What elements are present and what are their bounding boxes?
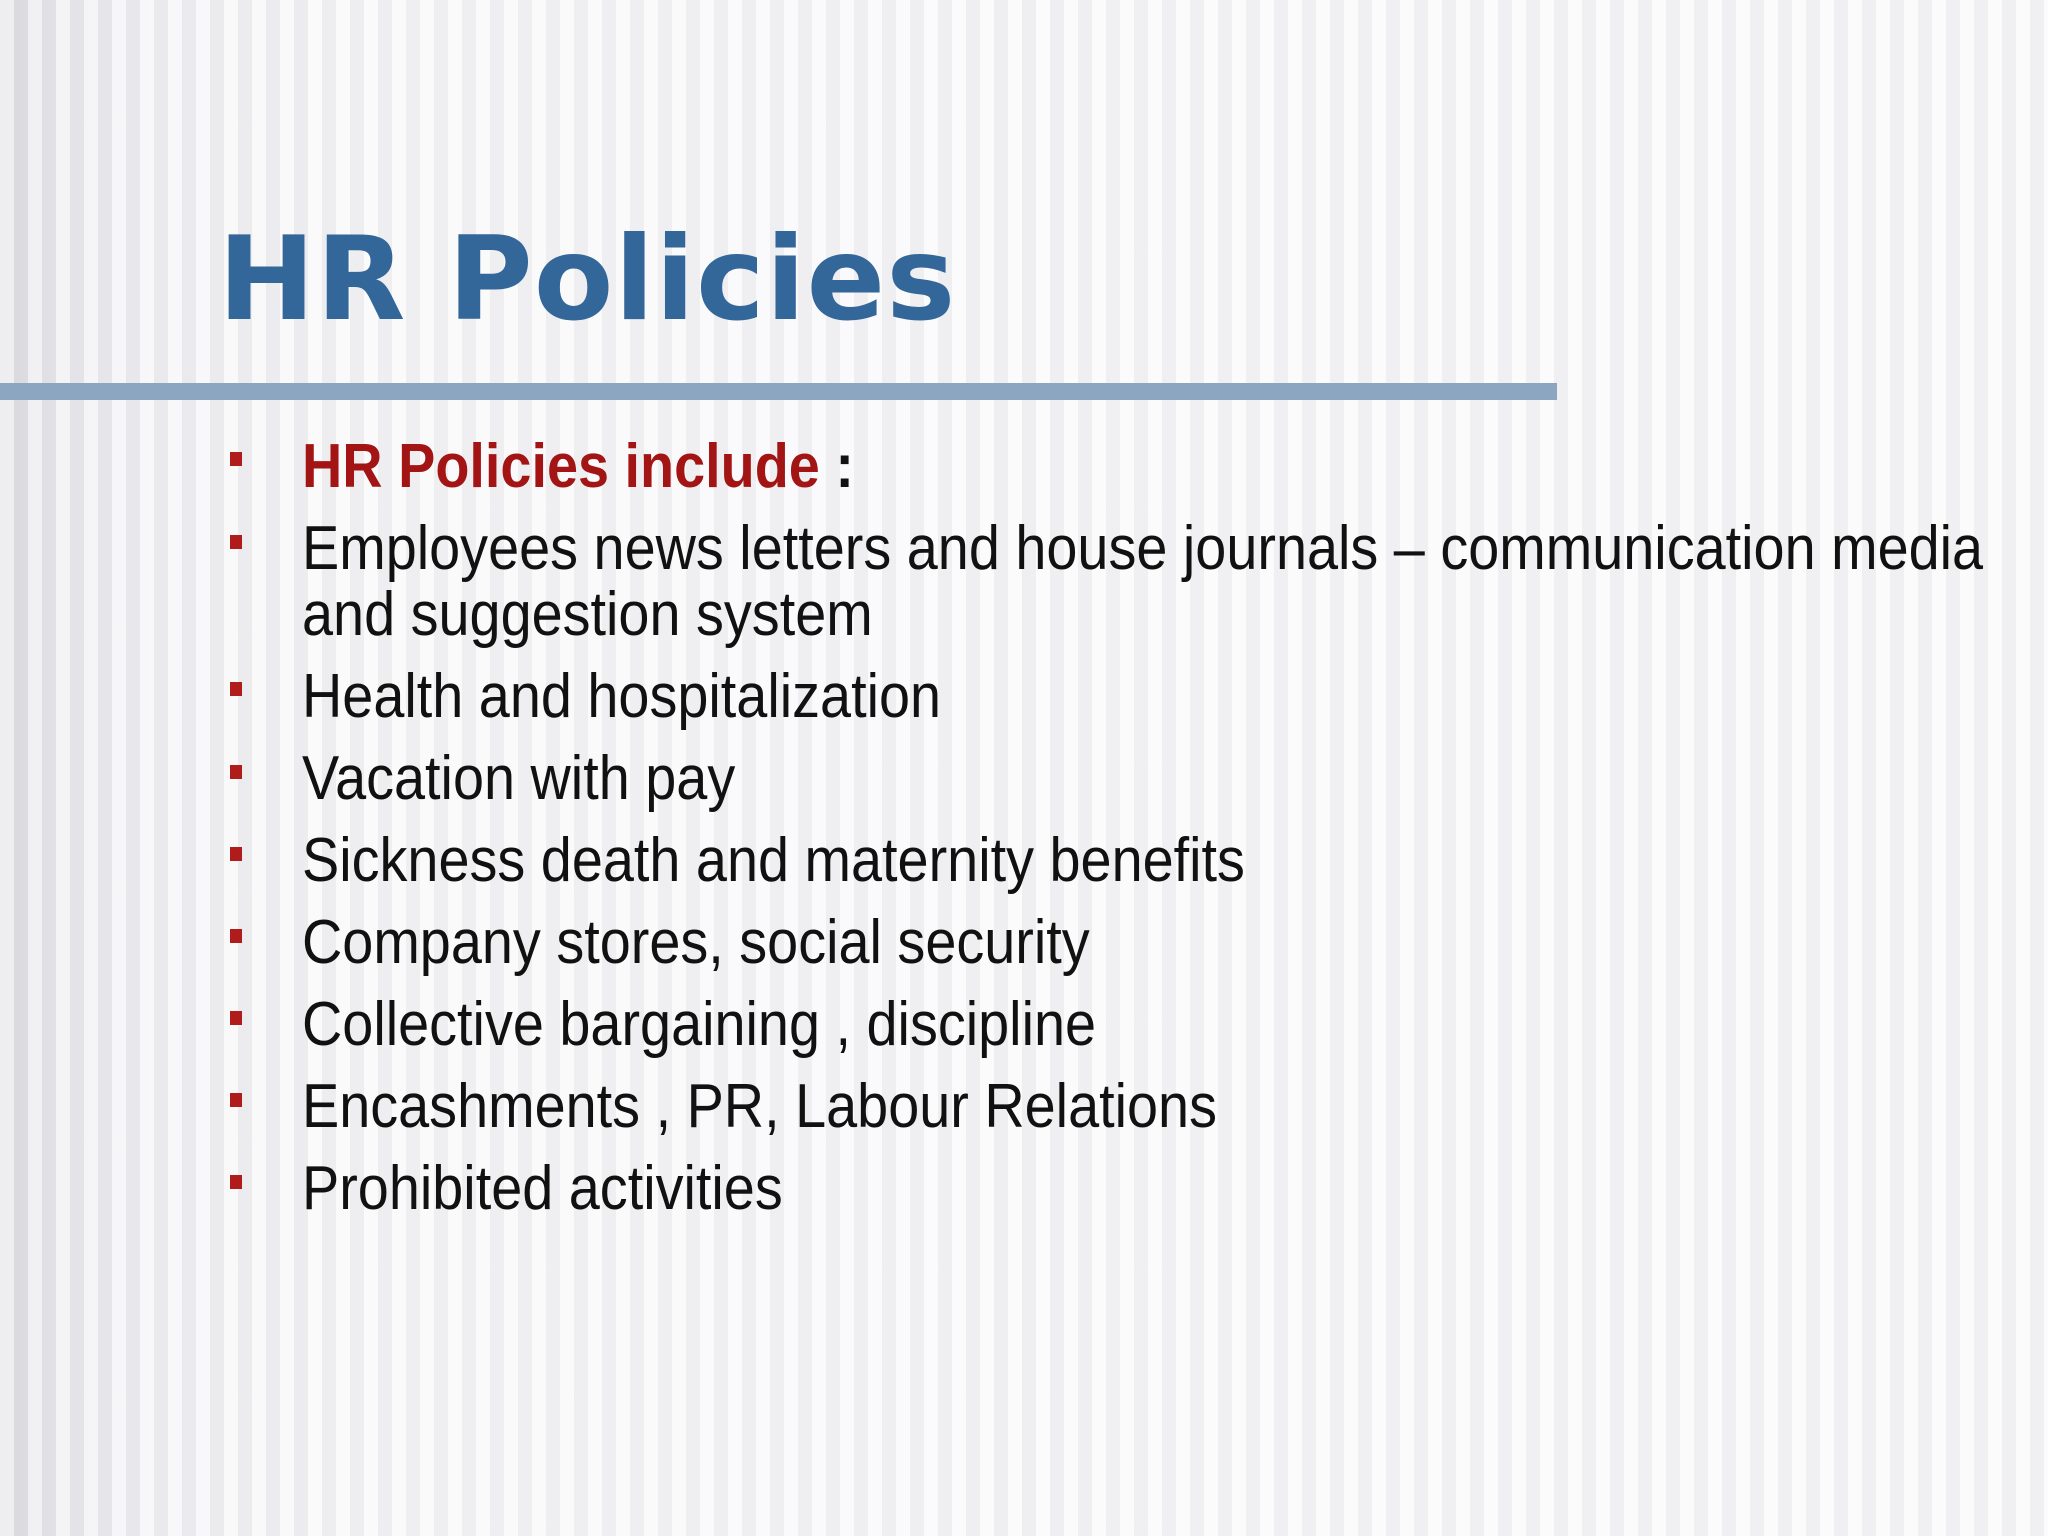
intro-heading: HR Policies include xyxy=(302,432,820,501)
bullet-item-health: Health and hospitalization xyxy=(302,662,942,731)
bullet-item-newsletters xyxy=(302,514,1984,649)
bullet-marker-icon xyxy=(230,1175,242,1189)
bullet-marker-icon xyxy=(230,682,242,696)
bullet-marker-icon xyxy=(230,847,242,861)
bullet-item-sickness: Sickness death and maternity benefits xyxy=(302,826,1245,895)
bullet-item-vacation: Vacation with pay xyxy=(302,744,736,813)
title-divider xyxy=(0,383,1557,400)
bullet-item-collective-bargaining: Collective bargaining , discipline xyxy=(302,990,1097,1059)
bullet-marker-icon xyxy=(230,1093,242,1107)
slide-title: HR Policies xyxy=(218,212,957,347)
bullet-marker-icon xyxy=(230,765,242,779)
bullet-item-company-stores: Company stores, social security xyxy=(302,908,1090,977)
intro-colon: : xyxy=(819,432,854,501)
bullet-marker-icon xyxy=(230,452,242,466)
bullet-line: Employees news letters and house journals – communication media xyxy=(302,514,1984,583)
bullet-marker-icon xyxy=(230,929,242,943)
bullet-item-encashments: Encashments , PR, Labour Relations xyxy=(302,1072,1217,1141)
bullet-marker-icon xyxy=(230,1011,242,1025)
bullet-line: and suggestion system xyxy=(302,580,873,649)
bullet-marker-icon xyxy=(230,535,242,549)
bullet-item-intro xyxy=(302,434,1850,500)
bullet-item-prohibited: Prohibited activities xyxy=(302,1154,783,1223)
